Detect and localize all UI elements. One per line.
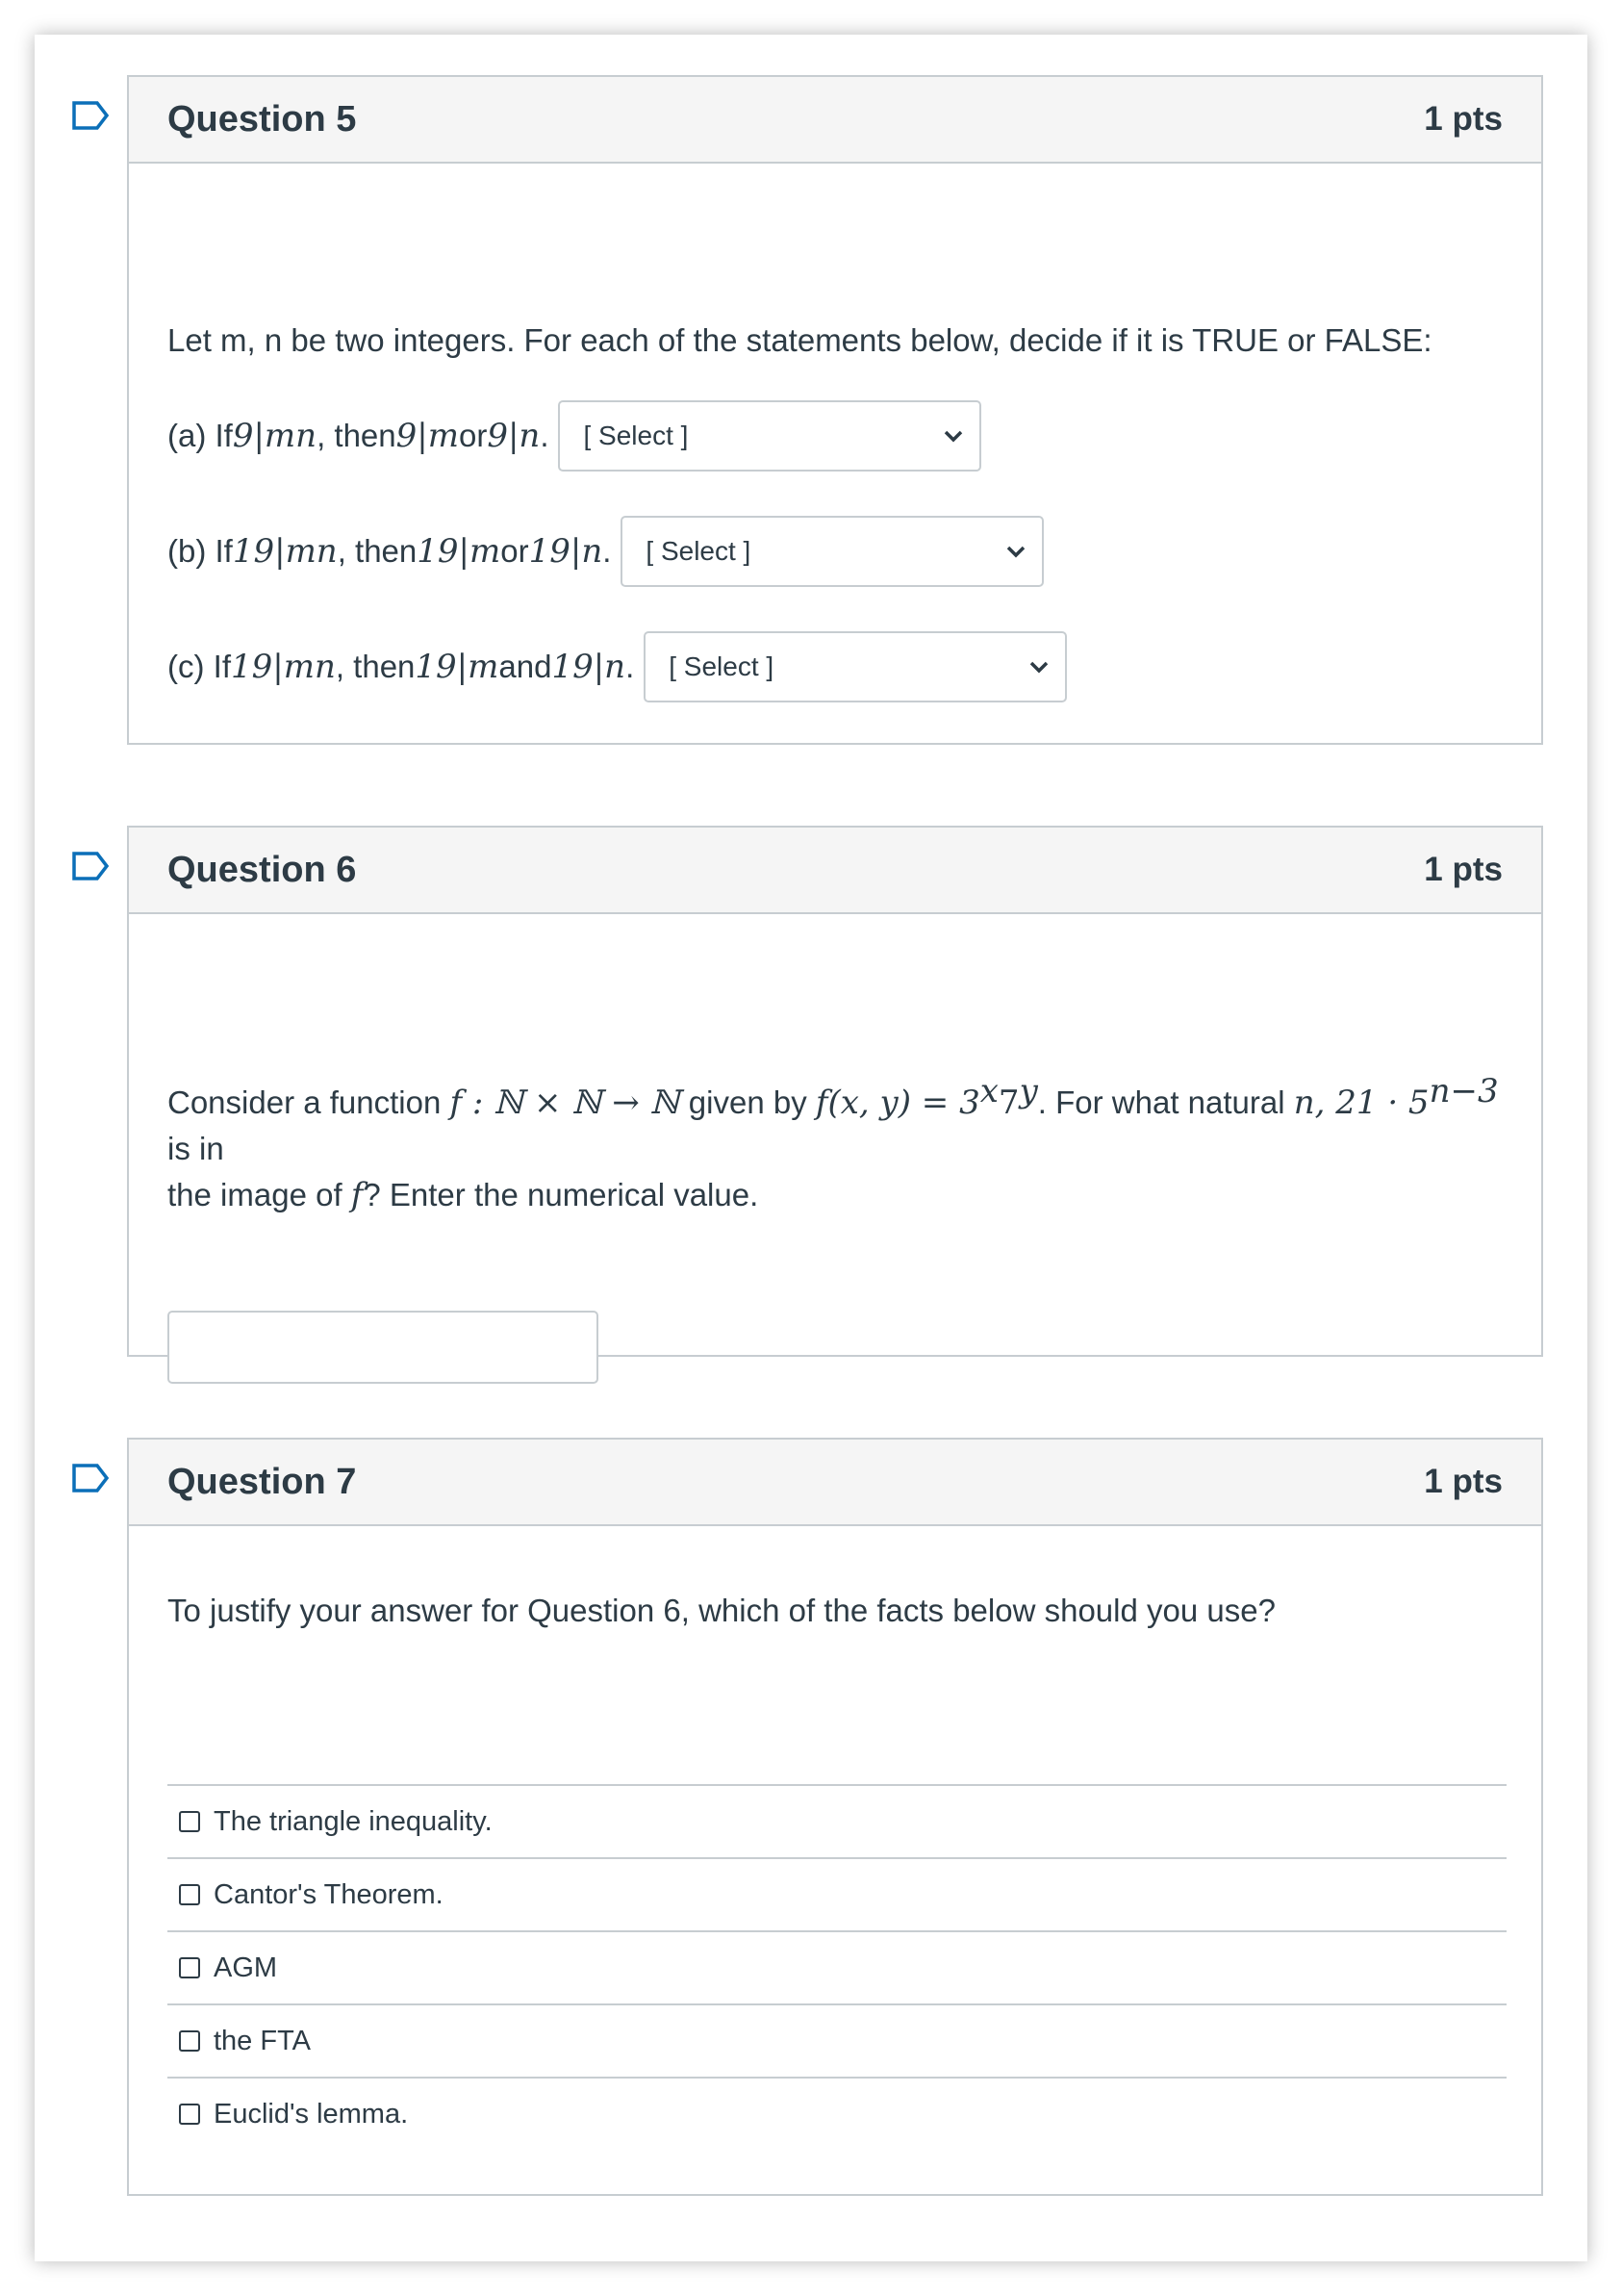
question-prompt: Let m, n be two integers. For each of the statements below, decide if it is TRUE or FALSE: <box>167 322 1432 358</box>
question-header <box>129 77 1541 164</box>
checkbox[interactable] <box>179 1957 200 1978</box>
math: x <box>979 1072 999 1110</box>
option-label: the FTA <box>214 2025 311 2056</box>
statement-b <box>167 516 1044 587</box>
answer-options <box>167 1784 1507 2150</box>
numerical-answer-input[interactable] <box>167 1311 598 1384</box>
statement-text: and <box>498 649 552 684</box>
statement-text: , then <box>337 533 418 569</box>
question-prompt <box>167 1068 1524 1218</box>
math: 19|n <box>528 532 603 571</box>
answer-select-a[interactable] <box>558 400 981 472</box>
statement-text: or <box>500 533 529 569</box>
math: y <box>1019 1072 1038 1110</box>
statement-label: (b) If <box>167 533 233 569</box>
checkbox[interactable] <box>179 1884 200 1905</box>
answer-select-b[interactable] <box>621 516 1044 587</box>
question-header <box>129 1440 1541 1526</box>
statement-label: (a) If <box>167 418 233 453</box>
question-5 <box>127 75 1543 745</box>
prompt-text: . For what natural <box>1037 1084 1294 1120</box>
chevron-down-icon <box>1028 660 1050 674</box>
select-value: [ Select ] <box>669 651 774 681</box>
flag-question-5-icon[interactable] <box>71 100 110 131</box>
question-title: Question 5 <box>167 98 357 140</box>
select-value: [ Select ] <box>583 421 689 450</box>
math: f(x, y) = 3 <box>815 1084 980 1122</box>
math: n, 21 · 5 <box>1293 1084 1430 1122</box>
question-7 <box>127 1438 1543 2196</box>
statement-text: , then <box>317 418 396 453</box>
statement-text: . <box>602 533 612 569</box>
prompt-text: ? Enter the numerical value. <box>363 1177 759 1212</box>
chevron-down-icon <box>1005 545 1026 558</box>
math: n−3 <box>1429 1072 1499 1110</box>
math: 19|m <box>415 648 499 686</box>
question-title: Question 6 <box>167 849 357 890</box>
math: f <box>350 1176 364 1214</box>
math: 9|n <box>487 417 541 455</box>
statement-text: . <box>540 418 549 453</box>
statement-label: (c) If <box>167 649 231 684</box>
checkbox[interactable] <box>179 1811 200 1832</box>
checkbox[interactable] <box>179 2104 200 2125</box>
chevron-down-icon <box>943 429 964 443</box>
statement-text: . <box>625 649 635 684</box>
option-label: Euclid's lemma. <box>214 2098 409 2130</box>
answer-select-c[interactable] <box>644 631 1067 702</box>
statement-text: or <box>458 418 488 453</box>
statement-text: , then <box>335 649 416 684</box>
math: 19|m <box>417 532 501 571</box>
prompt-text: Consider a function <box>167 1084 450 1120</box>
question-6 <box>127 826 1543 1357</box>
flag-question-6-icon[interactable] <box>71 851 110 881</box>
math: f : ℕ × ℕ → ℕ <box>449 1084 680 1122</box>
math: 9|mn <box>232 417 317 455</box>
option-label: AGM <box>214 1952 278 1983</box>
prompt-text: is in <box>167 1131 224 1166</box>
question-header <box>129 828 1541 914</box>
select-value: [ Select ] <box>646 536 751 566</box>
answer-option[interactable] <box>167 2003 1507 2077</box>
math: 7 <box>998 1084 1020 1122</box>
answer-option[interactable] <box>167 1930 1507 2003</box>
question-title: Question 7 <box>167 1461 357 1502</box>
question-points: 1 pts <box>1424 851 1503 888</box>
math: 19|n <box>551 648 626 686</box>
option-label: Cantor's Theorem. <box>214 1878 444 1910</box>
prompt-text: given by <box>679 1084 816 1120</box>
question-prompt: To justify your answer for Question 6, which of the facts below should you use? <box>167 1593 1276 1628</box>
answer-option[interactable] <box>167 1857 1507 1930</box>
flag-question-7-icon[interactable] <box>71 1463 110 1493</box>
answer-option[interactable] <box>167 2077 1507 2150</box>
math: 19|mn <box>232 532 338 571</box>
question-points: 1 pts <box>1424 1463 1503 1500</box>
question-points: 1 pts <box>1424 100 1503 138</box>
math: 9|m <box>395 417 459 455</box>
statement-c <box>167 631 1067 702</box>
statement-a <box>167 400 981 472</box>
answer-option[interactable] <box>167 1784 1507 1857</box>
math: 19|mn <box>230 648 336 686</box>
checkbox[interactable] <box>179 2030 200 2052</box>
option-label: The triangle inequality. <box>214 1805 493 1837</box>
prompt-text: the image of <box>167 1177 351 1212</box>
